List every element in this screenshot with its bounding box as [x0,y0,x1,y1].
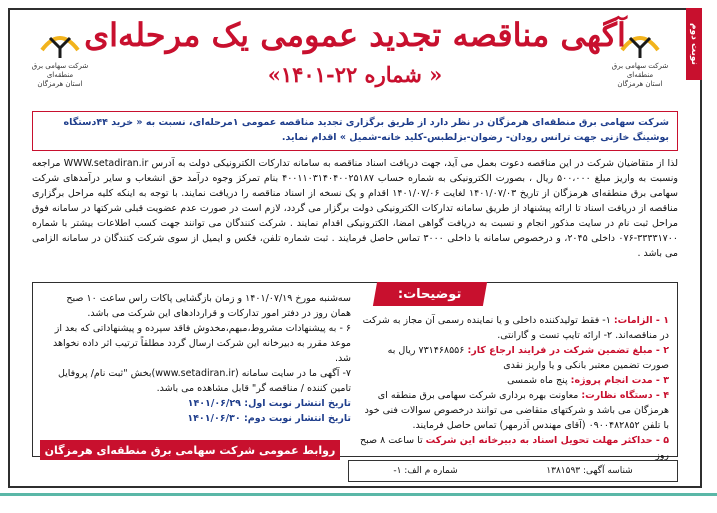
note-item [359,313,669,343]
bottom-rule [0,493,717,496]
logo-caption-1: شرکت سهامی برق منطقه‌ای [611,62,669,79]
tender-number: « شماره ۲۲-۱۴۰۱» [267,62,443,87]
tender-ad [8,8,702,488]
note-item [359,343,669,373]
note-text: تا ساعت ۸ صبح روز [359,435,669,461]
note-text: معاونت بهره برداری شرکت سهامی برق منطقه ای هرمزگان می باشد و شرکتهای متقاضی می توانند درخصوص سوالات فنی خود با تلفن ۰۹۰۰۴۸۲۸۵۲ (آقای مهندس آذرمهر) تماس حاصل فرمایند. [364,390,669,431]
publish-date-2: تاریخ انتشار نوبت دوم: ۱۴۰۱/۰۶/۳۰ [187,413,351,424]
tender-summary: شرکت سهامی برق منطقه‌ای هرمزگان در نظر دارد از طریق برگزاری تجدید مناقصه عمومی ۱مرحله‌ای، نسبت به « خرید ۴۴دستگاه بوشینگ خازنی جهت ترانس رودان- رضوان-بزلطبس-کلید خانه-شمیل » اقدام نماید. [32,111,678,151]
ad-id: شناسه آگهی: ۱۳۸۱۵۹۳ [546,466,633,476]
note-line: همان روز در دفتر امور تدارکات و قراردادهای این شرکت می باشد. [87,308,351,319]
note-text: ۷۳۱۴۶۸۵۵۶ ریال به صورت تضمین معتبر بانکی و یا واریز نقدی [387,345,669,371]
notes-box [32,282,678,461]
ad-identifiers [348,460,678,482]
ref-number: شماره م الف: ۱- [393,466,458,476]
note-lead: ۱ - الزامات: [613,315,669,326]
note-line: سه‌شنبه مورخ ۱۴۰۱/۰۷/۱۹ و زمان بازگشایی پاکات راس ساعت ۱۰ صبح [66,293,351,304]
publish-date-1: تاریخ انتشار نوبت اول: ۱۴۰۱/۰۶/۲۹ [187,398,351,409]
tender-body: لذا از متقاضیان شرکت در این مناقصه دعوت بعمل می آید، جهت دریافت اسناد مناقصه به سامانه تدارکات الکترونیکی دولت به آدرس WWW.setadiran.ir مراجعه ونسبت به واریز مبلغ ۵۰۰،۰۰۰ ریال ، بصورت الکترونیکی به شماره حساب ۴۰۰۱۱۰۳۱۴۰۴۰۰۲۵۱۸۷ بنام تمرکز وجوه درآمد حق انشعاب و سایر درآمدهای شرکت سهامی برق منطقه‌ای هرمزگان از تاریخ ۱۴۰۱/۰۷/۰۳ لغایت ۱۴۰۱/۰۷/۰۶ اقدام و یک نسخه از اسناد مناقصه را دریافت نمایند. با توجه به اینکه کلیه مراحل برگزاری مناقصه از دریافت اسناد تا ارائه پیشنهاد از طریق سامانه تدارکات الکترونیکی دولت برگزار می گردد، لازم است در صورت عدم عضویت قبلی شرکتها در سامانه فوق مراحل ثبت نام در سایت مذکور انجام و نسبت به دریافت گواهی امضا، الکترونیکی اقدام نمایند . شرکت کنندگان می توانند جهت کسب اطلاعات بیشتر با شماره ۳۳۳۳۱۷۰۰-۰۷۶ داخلی ۲۰۴۵، و درخصوص سامانه با داخلی ۳۰۰۰ تماس حاصل فرمایند . ثبت شماره تلفن، فکس و ایمیل از سوی شرکت کنندگان در سامانه الزامی می باشد . [32,158,678,259]
note-lead: ۵ - حداکثر مهلت تحویل اسناد به دبیرخانه این شرکت [425,435,669,446]
note-item [359,388,669,433]
round-tab: نوبت دوم [686,8,702,80]
logo-caption-2: استان هرمزگان [37,80,83,88]
note-item [359,433,669,463]
notes-heading-label: توضیحات: [398,286,462,302]
note-line: ۶ - به پیشنهادات مشروط،مبهم،مخدوش فاقد سپرده و پیشنهاداتی که بعد از موعد مقرر به دبیرخانه این شرکت ارسال گردد مطلقاً ترتیب اثر داده نخواهد شد. [53,323,351,364]
public-relations-bar: روابط عمومی شرکت سهامی برق منطقه‌ای هرمزگان [40,440,340,460]
note-lead: ۳ - مدت انجام پروژه: [570,375,669,386]
notes-left-column [41,291,351,426]
logo-caption-2: استان هرمزگان [617,80,663,88]
note-item [359,373,669,388]
logo-caption-1: شرکت سهامی برق منطقه‌ای [31,62,89,79]
notes-right-column [359,313,669,463]
note-text: پنج ماه شمسی [507,375,571,386]
note-lead: ۴ - دستگاه نظارت: [581,390,669,401]
ad-title: آگهی مناقصه تجدید عمومی یک مرحله‌ای [84,16,626,54]
note-line: ۷- آگهی ما در سایت سامانه (www.setadiran.ir)بخش "ثبت نام/ پروفایل تامین کننده / مناقصه گر" قابل مشاهده می باشد. [57,368,351,394]
note-text: ۱- فقط تولیدکننده داخلی و یا نماینده رسمی آن مجاز به شرکت در مناقصه‌اند. ۲- ارائه تایپ تست و گارانتی. [362,315,669,341]
note-lead: ۲ - مبلغ تضمین شرکت در فرایند ارجاع کار: [467,345,669,356]
notes-heading [373,282,487,306]
